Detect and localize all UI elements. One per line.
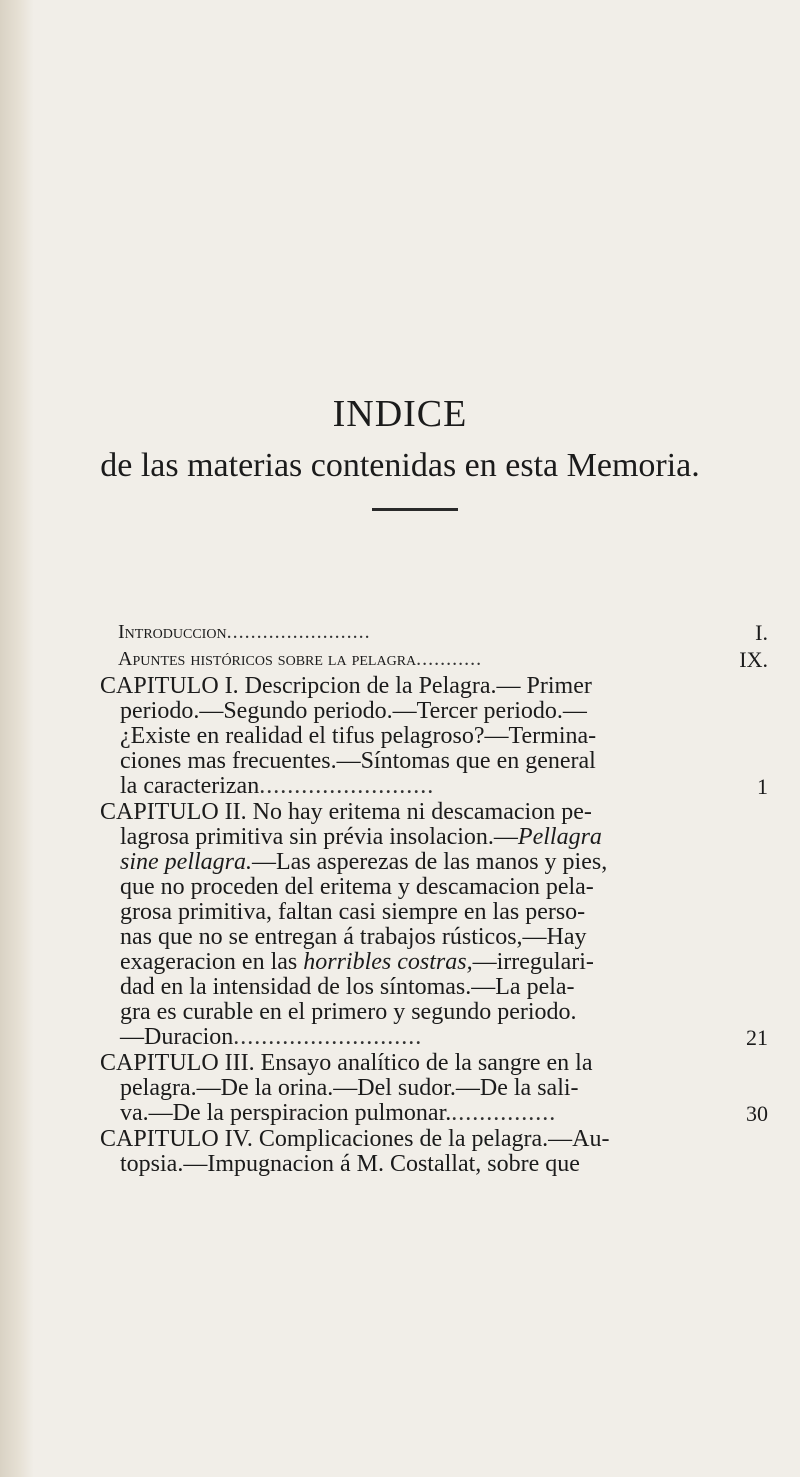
toc-line: la caracterizan	[120, 773, 260, 799]
toc-line: CAPITULO IV. Complicaciones de la pelagra.—Au-	[100, 1126, 610, 1152]
toc-line: dad en la intensidad de los síntomas.—La pela-	[120, 974, 575, 1000]
dot-leader: ...............	[451, 1100, 557, 1126]
toc-italic-text: horribles costras,	[303, 949, 473, 975]
toc-entry-label: Apuntes históricos sobre la pelagra	[118, 648, 417, 670]
toc-entry-introduccion	[118, 620, 768, 645]
toc-italic-text: Pellagra	[517, 824, 602, 850]
page-subtitle: de las materias contenidas en esta Memoria.	[100, 447, 700, 484]
toc-line: ciones mas frecuentes.—Síntomas que en general	[120, 748, 596, 774]
dot-leader: ...........	[416, 648, 483, 670]
toc-line: que no proceden del eritema y descamacion pela-	[120, 874, 594, 900]
dot-leader: ........................	[226, 621, 371, 643]
toc-line: topsia.—Impugnacion á M. Costallat, sobre que	[120, 1151, 580, 1177]
toc-line: CAPITULO I. Descripcion de la Pelagra.— Primer	[100, 673, 592, 699]
toc-entry-capitulo-3	[100, 1051, 768, 1126]
toc-page-number: 1	[757, 774, 768, 799]
dot-leader: ...........................	[233, 1024, 423, 1050]
toc-line: periodo.—Segundo periodo.—Tercer periodo.—	[120, 698, 587, 724]
toc-page-number: I.	[755, 620, 768, 645]
page-title: INDICE	[332, 393, 468, 435]
toc-line: va.—De la perspiracion pulmonar.	[120, 1100, 452, 1126]
toc-line: ¿Existe en realidad el tifus pelagroso?—Termina-	[120, 723, 597, 749]
toc-line: CAPITULO III. Ensayo analítico de la sangre en la	[100, 1050, 593, 1076]
toc-line: pelagra.—De la orina.—Del sudor.—De la sali-	[120, 1075, 579, 1101]
dot-leader: .........................	[259, 773, 435, 799]
toc-page-number: IX.	[739, 647, 768, 672]
toc-page-number: 30	[746, 1101, 768, 1126]
toc-line: exageracion en las	[120, 949, 304, 975]
toc-entry-capitulo-2	[100, 800, 768, 1050]
toc-entry-apuntes	[118, 647, 768, 672]
toc-line: grosa primitiva, faltan casi siempre en las perso-	[120, 899, 586, 925]
toc-entry-label: Introduccion	[118, 621, 227, 643]
toc-line: gra es curable en el primero y segundo periodo.	[120, 999, 577, 1025]
toc-line: nas que no se entregan á trabajos rústicos,—Hay	[120, 924, 587, 950]
toc-page-number: 21	[746, 1025, 768, 1050]
toc-line: CAPITULO II. No hay eritema ni descamacion pe-	[100, 799, 592, 825]
toc-line: —Duracion	[120, 1024, 234, 1050]
table-of-contents	[100, 620, 768, 1178]
toc-entry-capitulo-4	[100, 1127, 768, 1177]
toc-line: —Las asperezas de las manos y pies,	[252, 849, 608, 875]
book-spine-edge	[0, 0, 34, 1477]
toc-line: —irregulari-	[472, 949, 594, 975]
title-divider	[372, 508, 458, 511]
toc-entry-capitulo-1	[100, 674, 768, 799]
toc-line: lagrosa primitiva sin prévia insolacion.—	[120, 824, 518, 850]
toc-italic-text: sine pellagra.	[120, 849, 252, 875]
